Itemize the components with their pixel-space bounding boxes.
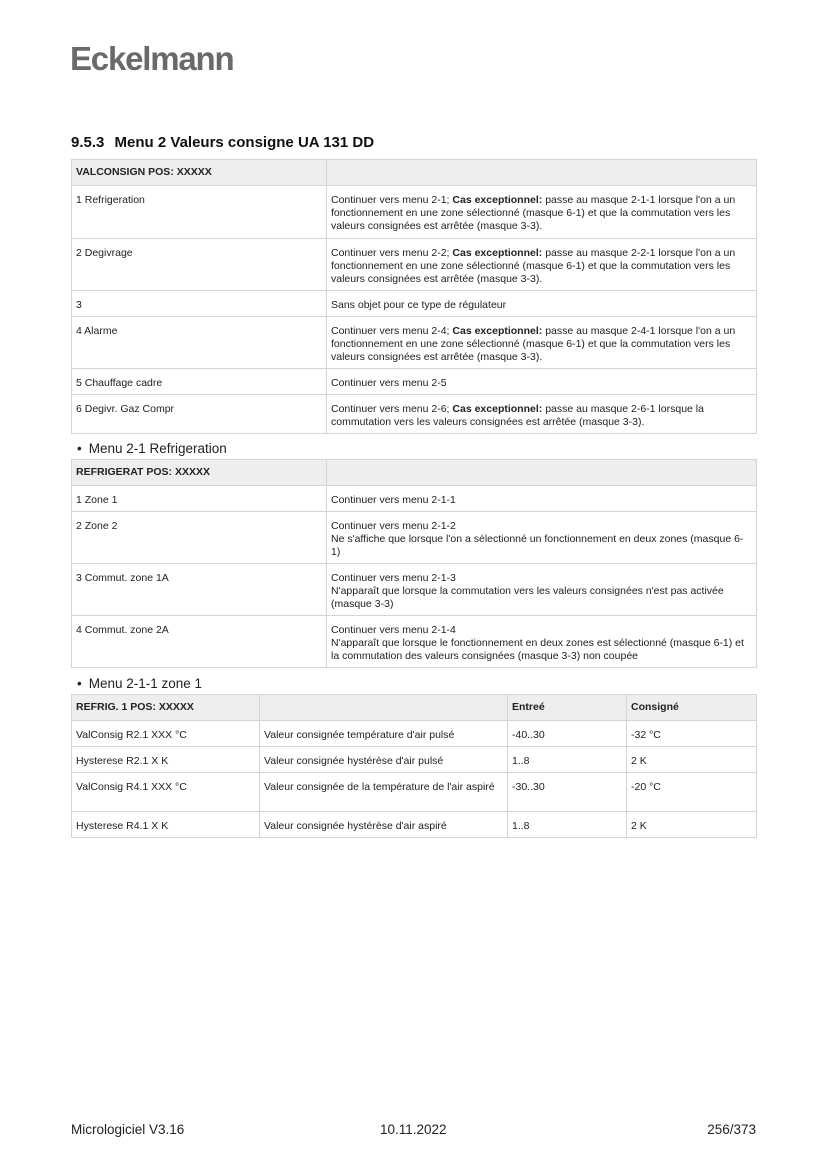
menu-item-label: 1 Refrigeration bbox=[72, 186, 327, 239]
refrigerat-table bbox=[71, 459, 757, 668]
bullet-icon: • bbox=[77, 676, 82, 691]
parameter-name: ValConsig R2.1 XXX °C bbox=[72, 721, 260, 747]
valconsign-table bbox=[71, 159, 757, 434]
menu-item-label: 2 Degivrage bbox=[72, 239, 327, 291]
menu-item-label: 3 bbox=[72, 291, 327, 317]
bullet-menu-2-1-1 bbox=[77, 676, 202, 691]
table-header-row bbox=[72, 160, 757, 186]
bullet-text: Menu 2-1 Refrigeration bbox=[88, 441, 227, 456]
menu-item-label: 1 Zone 1 bbox=[72, 486, 327, 512]
parameter-description: Valeur consignée température d'air pulsé bbox=[260, 721, 508, 747]
menu-item-description: Continuer vers menu 2-2; Cas exceptionnel: passe au masque 2-2-1 lorsque l'on a un fonctionnement en une zone sélectionné (masque 6-1) et que la commutation vers les valeurs consignées est arrêtée (masque 3-3). bbox=[327, 239, 757, 291]
parameter-name: Hysterese R4.1 X K bbox=[72, 812, 260, 838]
table-header-cell: REFRIG. 1 POS: XXXXX bbox=[72, 695, 260, 721]
menu-item-description: Continuer vers menu 2-5 bbox=[327, 369, 757, 395]
footer-page-number: 256/373 bbox=[707, 1122, 756, 1137]
table-row bbox=[72, 773, 757, 812]
table-row bbox=[72, 721, 757, 747]
parameter-default: -32 °C bbox=[627, 721, 757, 747]
table-row bbox=[72, 512, 757, 564]
menu-item-description: Continuer vers menu 2-1-2 Ne s'affiche que lorsque l'on a sélectionné un fonctionnement en deux zones (masque 6-1) bbox=[327, 512, 757, 564]
table-row bbox=[72, 369, 757, 395]
parameter-default: 2 K bbox=[627, 812, 757, 838]
table-header-cell bbox=[327, 160, 757, 186]
table-header-cell bbox=[260, 695, 508, 721]
table-row bbox=[72, 186, 757, 239]
menu-item-description: Continuer vers menu 2-1-4 N'apparaît que lorsque le fonctionnement en deux zones est sélectionné (masque 6-1) et la commutation des valeurs consignées (masque 3-3) non coupée bbox=[327, 616, 757, 668]
table-row bbox=[72, 747, 757, 773]
parameter-description: Valeur consignée hystérèse d'air aspiré bbox=[260, 812, 508, 838]
menu-item-label: 4 Commut. zone 2A bbox=[72, 616, 327, 668]
section-heading bbox=[71, 134, 374, 151]
menu-item-label: 2 Zone 2 bbox=[72, 512, 327, 564]
table-header-cell: Entreé bbox=[508, 695, 627, 721]
table-row bbox=[72, 616, 757, 668]
menu-item-label: 3 Commut. zone 1A bbox=[72, 564, 327, 616]
menu-item-description: Continuer vers menu 2-1-1 bbox=[327, 486, 757, 512]
parameter-range: -30..30 bbox=[508, 773, 627, 812]
table-header-cell: VALCONSIGN POS: XXXXX bbox=[72, 160, 327, 186]
table-header-row bbox=[72, 460, 757, 486]
table-header-row bbox=[72, 695, 757, 721]
parameter-description: Valeur consignée de la température de l'air aspiré bbox=[260, 773, 508, 812]
section-number: 9.5.3 bbox=[71, 134, 105, 151]
menu-item-description: Continuer vers menu 2-6; Cas exceptionnel: passe au masque 2-6-1 lorsque la commutation vers les valeurs consignées est arrêtée (masque 3-3). bbox=[327, 395, 757, 434]
section-title: Menu 2 Valeurs consigne UA 131 DD bbox=[114, 134, 375, 151]
table-header-cell bbox=[327, 460, 757, 486]
table-header-cell: Consigné bbox=[627, 695, 757, 721]
parameter-range: 1..8 bbox=[508, 747, 627, 773]
footer-date: 10.11.2022 bbox=[380, 1122, 447, 1137]
menu-item-description: Continuer vers menu 2-4; Cas exceptionnel: passe au masque 2-4-1 lorsque l'on a un fonctionnement en une zone sélectionné (masque 6-1) et que la commutation vers les valeurs consignées est arrêtée (masque 3-3). bbox=[327, 317, 757, 369]
menu-item-description: Continuer vers menu 2-1; Cas exceptionnel: passe au masque 2-1-1 lorsque l'on a un fonctionnement en une zone sélectionné (masque 6-1) et que la commutation vers les valeurs consignées est arrêtée (masque 3-3). bbox=[327, 186, 757, 239]
footer-firmware: Micrologiciel V3.16 bbox=[71, 1122, 185, 1137]
table-row bbox=[72, 395, 757, 434]
bullet-icon: • bbox=[77, 441, 82, 456]
bullet-text: Menu 2-1-1 zone 1 bbox=[88, 676, 203, 691]
parameter-range: 1..8 bbox=[508, 812, 627, 838]
table-row bbox=[72, 239, 757, 291]
parameter-name: Hysterese R2.1 X K bbox=[72, 747, 260, 773]
table-row bbox=[72, 291, 757, 317]
menu-item-label: 6 Degivr. Gaz Compr bbox=[72, 395, 327, 434]
refrig-zone-table bbox=[71, 694, 757, 838]
table-row bbox=[72, 564, 757, 616]
table-row bbox=[72, 486, 757, 512]
menu-item-description: Sans objet pour ce type de régulateur bbox=[327, 291, 757, 317]
table-row bbox=[72, 812, 757, 838]
menu-item-label: 4 Alarme bbox=[72, 317, 327, 369]
table-header-cell: REFRIGERAT POS: XXXXX bbox=[72, 460, 327, 486]
parameter-range: -40..30 bbox=[508, 721, 627, 747]
parameter-description: Valeur consignée hystérèse d'air pulsé bbox=[260, 747, 508, 773]
parameter-default: 2 K bbox=[627, 747, 757, 773]
parameter-default: -20 °C bbox=[627, 773, 757, 812]
parameter-name: ValConsig R4.1 XXX °C bbox=[72, 773, 260, 812]
bullet-menu-2-1 bbox=[77, 441, 227, 456]
menu-item-description: Continuer vers menu 2-1-3 N'apparaît que lorsque la commutation vers les valeurs consignées n'est pas activée (masque 3-3) bbox=[327, 564, 757, 616]
menu-item-label: 5 Chauffage cadre bbox=[72, 369, 327, 395]
table-row bbox=[72, 317, 757, 369]
brand-logo: Eckelmann bbox=[70, 40, 234, 77]
